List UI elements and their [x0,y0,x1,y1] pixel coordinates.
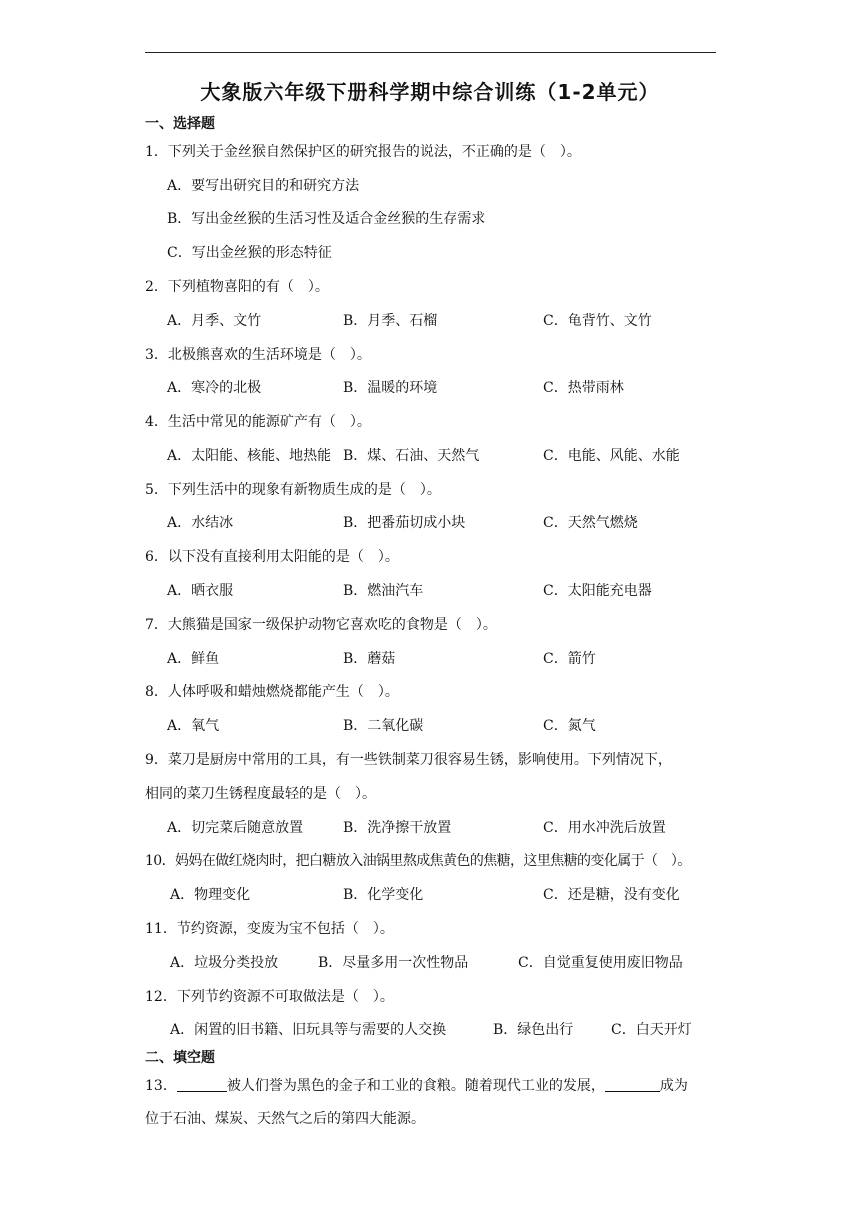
question-12-stem: 12．下列节约资源不可取做法是（ ）。 [145,989,394,1005]
option-a: A．太阳能、核能、地热能 [167,448,332,464]
question-13-number: 13． [145,1078,177,1094]
question-7-stem: 7．大熊猫是国家一级保护动物它喜欢吃的食物是（ ）。 [145,617,497,633]
question-1-option-c: C．写出金丝猴的形态特征 [167,245,332,261]
option-b: B．煤、石油、天然气 [343,448,480,464]
question-13-text-end: 成为 [659,1078,688,1094]
question-4-stem: 4．生活中常见的能源矿产有（ ）。 [145,414,371,430]
option-a: A．月季、文竹 [167,313,262,329]
section-heading-choice: 一、选择题 [145,116,215,132]
question-13-line-1 [145,1075,688,1095]
option-b: B．燃油汽车 [343,583,424,599]
question-1-option-b: B．写出金丝猴的生活习性及适合金丝猴的生存需求 [167,211,486,227]
option-c: C．白天开灯 [611,1022,692,1038]
question-9-stem: 9．菜刀是厨房中常用的工具，有一些铁制菜刀很容易生锈，影响使用。下列情况下， [145,752,672,768]
question-1-stem: 1．下列关于金丝猴自然保护区的研究报告的说法，不正确的是（ ）。 [145,144,581,160]
option-b: B．洗净擦干放置 [343,820,452,836]
option-c: C．电能、风能、水能 [543,448,680,464]
question-13-line-2: 位于石油、煤炭、天然气之后的第四大能源。 [145,1111,425,1127]
option-a: A．晒衣服 [167,583,234,599]
section-heading-fill: 二、填空题 [145,1050,215,1066]
option-a: A．闲置的旧书籍、旧玩具等与需要的人交换 [170,1022,447,1038]
question-8-stem: 8．人体呼吸和蜡烛燃烧都能产生（ ）。 [145,684,399,700]
question-1-option-a: A．要写出研究目的和研究方法 [167,178,360,194]
option-b: B．化学变化 [343,887,424,903]
question-10-stem: 10．妈妈在做红烧肉时，把白糖放入油锅里熬成焦黄色的焦糖，这里焦糖的变化属于（ ）。 [145,853,691,869]
option-c: C．用水冲洗后放置 [543,820,666,836]
question-5-stem: 5．下列生活中的现象有新物质生成的是（ ）。 [145,482,441,498]
option-b: B．月季、石榴 [343,313,438,329]
option-a: A．切完菜后随意放置 [167,820,304,836]
option-c: C．还是糖，没有变化 [543,887,680,903]
option-a: A．水结冰 [167,515,234,531]
option-a: A．鲜鱼 [167,651,220,667]
option-c: C．自觉重复使用废旧物品 [518,955,683,971]
option-b: B．绿色出行 [493,1022,574,1038]
option-c: C．箭竹 [543,651,596,667]
option-c: C．龟背竹、文竹 [543,313,652,329]
question-9-stem-continued: 相同的菜刀生锈程度最轻的是（ ）。 [145,786,376,802]
option-c: C．热带雨林 [543,380,624,396]
option-c: C．天然气燃烧 [543,515,638,531]
option-c: C．太阳能充电器 [543,583,652,599]
answer-blank-2[interactable] [605,1077,660,1092]
option-a: A．寒冷的北极 [167,380,262,396]
option-b: B．蘑菇 [343,651,396,667]
question-11-stem: 11．节约资源，变废为宝不包括（ ）。 [145,921,394,937]
answer-blank-1[interactable] [177,1077,227,1092]
option-a: A．垃圾分类投放 [170,955,279,971]
question-6-stem: 6．以下没有直接利用太阳能的是（ ）。 [145,549,399,565]
header-rule [145,52,716,53]
question-3-stem: 3．北极熊喜欢的生活环境是（ ）。 [145,347,371,363]
option-b: B．把番茄切成小块 [343,515,466,531]
option-b: B．二氧化碳 [343,718,424,734]
question-2-stem: 2．下列植物喜阳的有（ ）。 [145,279,329,295]
option-a: A．氧气 [167,718,220,734]
option-b: B．温暖的环境 [343,380,438,396]
question-13-text: 被人们誉为黑色的金子和工业的食粮。随着现代工业的发展， [226,1078,605,1094]
option-c: C．氮气 [543,718,596,734]
option-b: B．尽量多用一次性物品 [318,955,469,971]
page-title: 大象版六年级下册科学期中综合训练（1-2单元） [200,80,660,104]
option-a: A．物理变化 [170,887,251,903]
